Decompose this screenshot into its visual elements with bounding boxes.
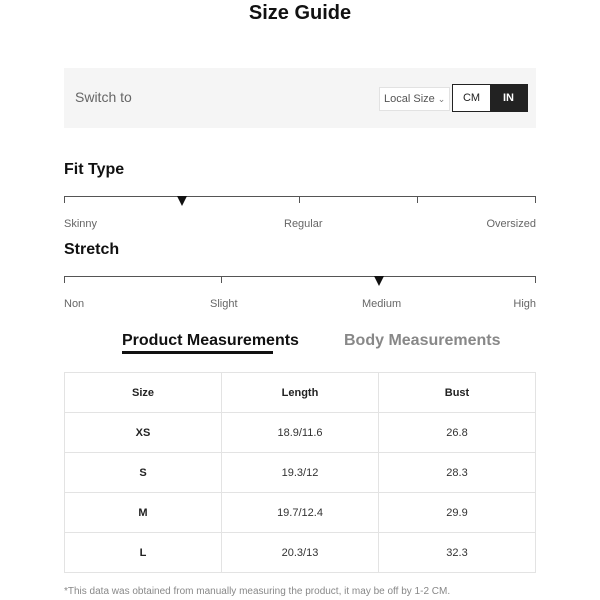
column-header-length: Length	[222, 373, 379, 413]
page-title: Size Guide	[248, 2, 352, 24]
stretch-label-high: High	[513, 298, 536, 310]
fit-type-marker	[177, 196, 187, 206]
unit-cm-button[interactable]: CM	[453, 85, 490, 111]
stretch-label-slight: Slight	[210, 298, 238, 310]
fit-label-oversized: Oversized	[486, 218, 536, 230]
length-cell: 19.3/12	[222, 453, 379, 493]
local-size-label: Local Size	[384, 93, 435, 105]
column-header-bust: Bust	[379, 373, 536, 413]
fit-label-regular: Regular	[284, 218, 323, 230]
table-row	[65, 493, 536, 533]
stretch-heading: Stretch	[64, 241, 120, 258]
active-tab-underline	[122, 351, 273, 354]
measurement-disclaimer: *This data was obtained from manually measuring the product, it may be off by 1-2 CM.	[64, 586, 451, 597]
bust-cell: 32.3	[379, 533, 536, 573]
column-header-size: Size	[65, 373, 222, 413]
bust-cell: 29.9	[379, 493, 536, 533]
bust-cell: 28.3	[379, 453, 536, 493]
table-header-row	[65, 373, 536, 413]
switch-label: Switch to	[75, 89, 132, 105]
bust-cell: 26.8	[379, 413, 536, 453]
size-cell: M	[65, 493, 222, 533]
chevron-down-icon: ⌄	[437, 93, 446, 104]
table-row	[65, 453, 536, 493]
stretch-label-medium: Medium	[362, 298, 402, 310]
length-cell: 19.7/12.4	[222, 493, 379, 533]
length-cell: 18.9/11.6	[222, 413, 379, 453]
tab-product-measurements[interactable]: Product Measurements	[122, 332, 299, 349]
tab-body-measurements[interactable]: Body Measurements	[344, 332, 501, 349]
local-size-dropdown[interactable]	[379, 87, 450, 111]
unit-switch-bar	[64, 68, 536, 128]
size-cell: XS	[65, 413, 222, 453]
stretch-label-non: Non	[64, 298, 85, 310]
stretch-marker	[374, 276, 384, 286]
length-cell: 20.3/13	[222, 533, 379, 573]
size-cell: L	[65, 533, 222, 573]
measurement-table	[64, 372, 536, 573]
unit-toggle	[452, 84, 528, 112]
table-row	[65, 413, 536, 453]
fit-type-heading: Fit Type	[64, 161, 125, 178]
unit-in-button[interactable]: IN	[490, 85, 527, 111]
size-cell: S	[65, 453, 222, 493]
fit-type-scale	[64, 196, 536, 204]
stretch-scale	[64, 276, 536, 284]
table-row	[65, 533, 536, 573]
fit-label-skinny: Skinny	[64, 218, 98, 230]
